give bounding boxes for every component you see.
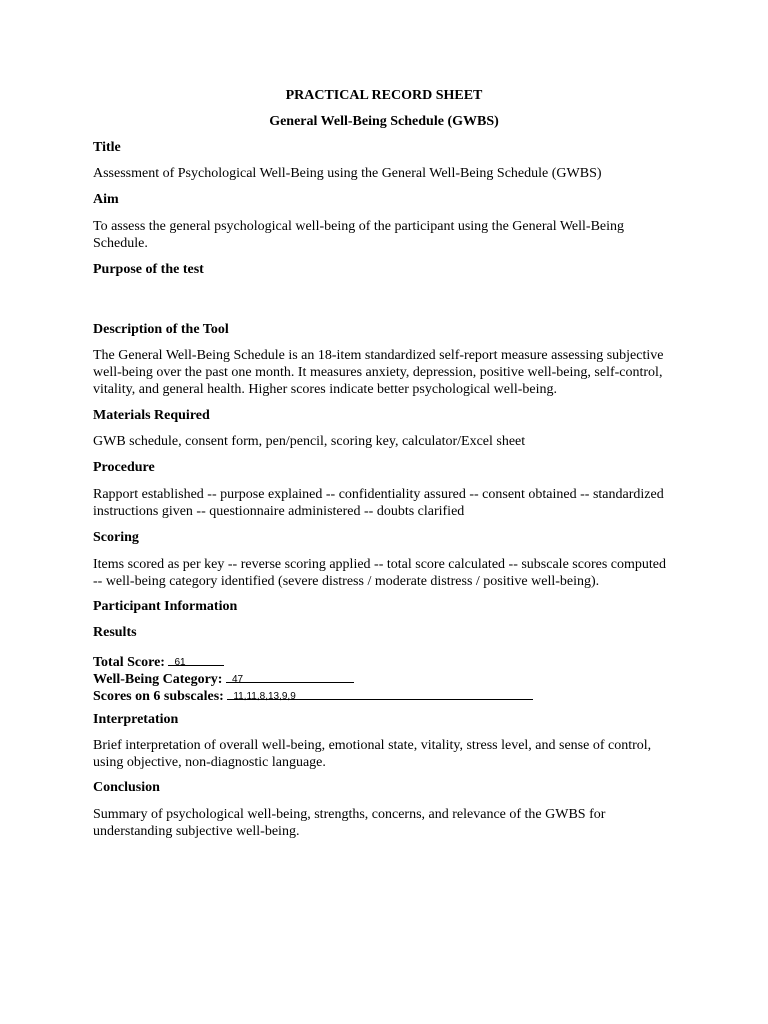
interpretation-line: Brief interpretation of overall well-being, emotional state, vitality, stress level, and sense of control, xyxy=(93,738,652,753)
total-score-label: Total Score: xyxy=(93,655,165,670)
aim-line: To assess the general psychological well-being of the participant using the General Well-Being xyxy=(93,219,625,234)
title-heading: Title xyxy=(93,140,121,155)
interpretation-text xyxy=(93,737,683,771)
subscales-field[interactable] xyxy=(227,685,533,700)
conclusion-heading: Conclusion xyxy=(93,780,160,795)
total-score-field[interactable] xyxy=(168,651,224,666)
subscales-label: Scores on 6 subscales: xyxy=(93,689,224,704)
conclusion-line: understanding subjective well-being. xyxy=(93,824,300,839)
title-text-line: Assessment of Psychological Well-Being using the General Well-Being Schedule (GWBS) xyxy=(93,166,602,181)
total-score-row xyxy=(93,651,224,668)
scoring-line: Items scored as per key -- reverse scoring applied -- total score calculated -- subscale scores computed xyxy=(93,557,666,572)
aim-text xyxy=(93,218,683,252)
description-text xyxy=(93,347,683,398)
conclusion-line: Summary of psychological well-being, strengths, concerns, and relevance of the GWBS for xyxy=(93,807,606,822)
participant-info-heading: Participant Information xyxy=(93,599,238,614)
description-heading: Description of the Tool xyxy=(93,322,229,337)
procedure-text xyxy=(93,486,683,520)
description-line: vitality, and general health. Higher scores indicate better psychological well-being. xyxy=(93,382,558,397)
scoring-heading: Scoring xyxy=(93,530,139,545)
total-score-value: 61 xyxy=(174,657,186,668)
scoring-line: -- well-being category identified (severe distress / moderate distress / positive well-being). xyxy=(93,574,600,589)
conclusion-text xyxy=(93,806,683,840)
materials-heading: Materials Required xyxy=(93,408,210,423)
procedure-heading: Procedure xyxy=(93,460,155,475)
aim-line: Schedule. xyxy=(93,236,148,251)
description-line: well-being over the past one month. It measures anxiety, depression, positive well-being, self-control, xyxy=(93,365,663,380)
procedure-line: instructions given -- questionnaire administered -- doubts clarified xyxy=(93,504,465,519)
materials-line: GWB schedule, consent form, pen/pencil, scoring key, calculator/Excel sheet xyxy=(93,434,526,449)
title-text xyxy=(93,165,683,182)
wellbeing-category-value: 47 xyxy=(231,674,244,685)
interpretation-heading: Interpretation xyxy=(93,712,179,727)
aim-heading: Aim xyxy=(93,192,119,207)
subscales-row xyxy=(93,685,533,702)
wellbeing-category-row xyxy=(93,668,354,685)
interpretation-line: using objective, non-diagnostic language. xyxy=(93,755,326,770)
document-title: PRACTICAL RECORD SHEET xyxy=(285,88,483,103)
subscales-value: 11,11,8,13,9,9 xyxy=(233,691,296,702)
procedure-line: Rapport established -- purpose explained -- confidentiality assured -- consent obtained -- standardized xyxy=(93,487,664,502)
purpose-heading: Purpose of the test xyxy=(93,262,204,277)
document-subtitle: General Well-Being Schedule (GWBS) xyxy=(269,114,499,129)
wellbeing-category-field[interactable] xyxy=(226,668,354,683)
scoring-text xyxy=(93,556,683,590)
results-heading: Results xyxy=(93,625,137,640)
materials-text xyxy=(93,433,683,450)
description-line: The General Well-Being Schedule is an 18-item standardized self-report measure assessing subjective xyxy=(93,348,664,363)
wellbeing-category-label: Well-Being Category: xyxy=(93,672,223,687)
